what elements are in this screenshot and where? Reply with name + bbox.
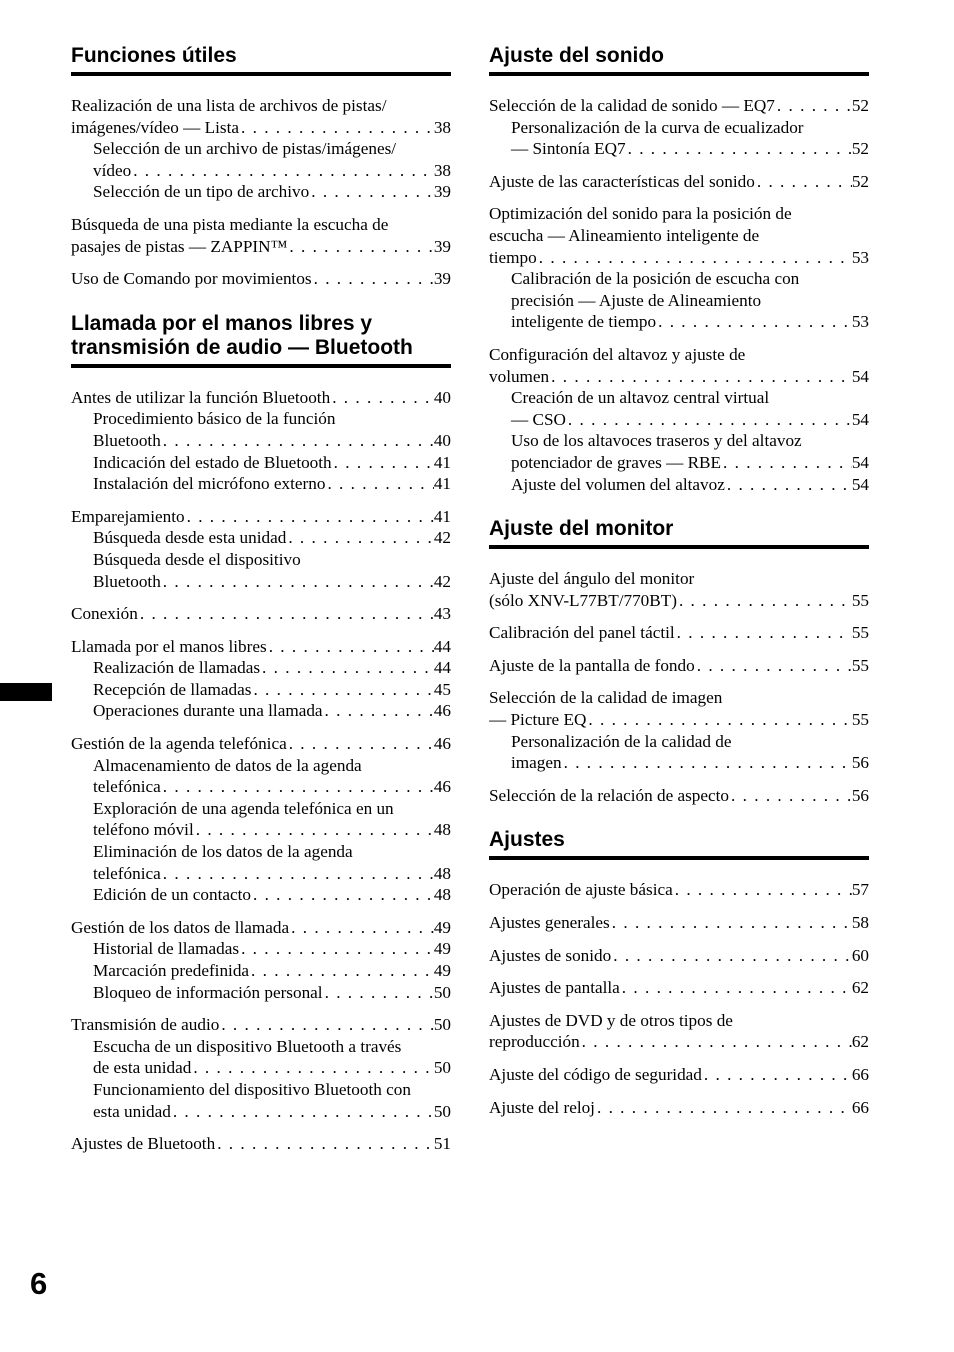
entry-page-number: 49 bbox=[433, 917, 451, 937]
toc-entry[interactable] bbox=[489, 879, 869, 901]
entry-title: Personalización de la calidad de bbox=[511, 731, 732, 751]
dot-leader bbox=[239, 117, 434, 139]
dot-leader bbox=[161, 430, 434, 452]
entry-page-number: 55 bbox=[851, 710, 869, 730]
toc-subentry[interactable] bbox=[489, 311, 869, 333]
toc-subentry bbox=[489, 290, 869, 312]
toc-entry bbox=[489, 344, 869, 366]
entry-page-number: 50 bbox=[433, 982, 451, 1002]
entry-title: Eliminación de los datos de la agenda bbox=[93, 842, 353, 862]
toc-entry-group bbox=[489, 1097, 869, 1119]
entry-page-number: 52 bbox=[851, 139, 869, 159]
entry-title: — Picture EQ bbox=[489, 710, 587, 730]
toc-section bbox=[489, 44, 869, 517]
entry-title: Marcación predefinida bbox=[93, 961, 250, 980]
entry-title: Ajuste del reloj bbox=[489, 1097, 595, 1117]
dot-leader bbox=[620, 977, 852, 999]
dot-leader bbox=[185, 506, 434, 528]
entry-title: imágenes/vídeo — Lista bbox=[71, 117, 240, 137]
toc-entry-group bbox=[489, 655, 869, 677]
toc-entry-group bbox=[71, 603, 451, 625]
toc-entry-group bbox=[489, 171, 869, 193]
dot-leader bbox=[330, 387, 434, 409]
dot-leader bbox=[695, 655, 852, 677]
dot-leader bbox=[677, 590, 852, 612]
entry-title: Gestión de los datos de llamada bbox=[71, 917, 290, 937]
entry-page-number: 58 bbox=[851, 913, 869, 933]
entry-title: Conexión bbox=[71, 604, 138, 624]
toc-subentry bbox=[71, 755, 451, 777]
toc-entry[interactable] bbox=[489, 247, 869, 269]
toc-entry[interactable] bbox=[489, 1064, 869, 1086]
entry-title: Emparejamiento bbox=[71, 506, 185, 526]
entry-page-number: 45 bbox=[433, 679, 451, 699]
toc-subentry bbox=[489, 117, 869, 139]
dot-leader bbox=[138, 603, 434, 625]
toc-entry bbox=[71, 214, 451, 236]
entry-title: Gestión de la agenda telefónica bbox=[71, 734, 287, 754]
entry-title: Búsqueda desde el dispositivo bbox=[93, 549, 301, 569]
entry-title: teléfono móvil bbox=[93, 820, 194, 840]
toc-entry[interactable] bbox=[489, 977, 869, 999]
dot-leader bbox=[775, 95, 852, 117]
section-title-line: transmisión de audio — Bluetooth bbox=[71, 335, 413, 359]
toc-subentry[interactable] bbox=[71, 884, 451, 906]
dot-leader bbox=[309, 181, 434, 203]
entry-title: Selección de un tipo de archivo bbox=[93, 182, 310, 202]
toc-entry[interactable] bbox=[489, 655, 869, 677]
entry-title: Ajuste del código de seguridad bbox=[489, 1065, 702, 1084]
entry-title: Ajuste de la pantalla de fondo bbox=[489, 655, 695, 675]
toc-entry bbox=[489, 687, 869, 709]
chapter-tab-marker bbox=[0, 683, 52, 701]
entry-page-number: 42 bbox=[433, 571, 451, 591]
toc-subentry[interactable] bbox=[71, 982, 451, 1004]
dot-leader bbox=[729, 785, 852, 807]
section-title bbox=[489, 828, 869, 860]
entry-title: Ajustes generales bbox=[489, 913, 610, 933]
entry-page-number: 48 bbox=[433, 885, 451, 905]
toc-entry[interactable] bbox=[489, 912, 869, 934]
entry-title: Ajustes de pantalla bbox=[489, 978, 620, 998]
section-title bbox=[71, 44, 451, 76]
entry-page-number: 42 bbox=[433, 528, 451, 548]
toc-subentry bbox=[489, 268, 869, 290]
entry-page-number: 41 bbox=[433, 506, 451, 526]
toc-entry-group bbox=[489, 1064, 869, 1086]
entry-title: Ajuste del ángulo del monitor bbox=[489, 569, 695, 589]
toc-subentry[interactable] bbox=[71, 571, 451, 593]
entry-page-number: 57 bbox=[851, 880, 869, 900]
toc-entry-group bbox=[489, 785, 869, 807]
entry-title: Bloqueo de información personal bbox=[93, 982, 323, 1002]
toc-entry bbox=[489, 568, 869, 590]
dot-leader bbox=[286, 527, 434, 549]
dot-leader bbox=[332, 452, 434, 474]
entry-title: Uso de Comando por movimientos bbox=[71, 269, 312, 289]
toc-subentry[interactable] bbox=[71, 657, 451, 679]
entry-title: Creación de un altavoz central virtual bbox=[511, 388, 770, 408]
entry-title: Realización de llamadas bbox=[93, 658, 261, 678]
dot-leader bbox=[260, 657, 434, 679]
dot-leader bbox=[566, 409, 852, 431]
toc-entry-group bbox=[71, 506, 451, 592]
toc-subentry[interactable] bbox=[71, 819, 451, 841]
toc-entry-group bbox=[71, 268, 451, 290]
dot-leader bbox=[725, 474, 852, 496]
toc-entry[interactable] bbox=[489, 366, 869, 388]
toc-entry[interactable] bbox=[489, 785, 869, 807]
entry-title: Uso de los altavoces traseros y del altavoz bbox=[511, 431, 802, 451]
entry-page-number: 54 bbox=[851, 452, 869, 472]
toc-entry-group bbox=[489, 95, 869, 160]
dot-leader bbox=[249, 960, 434, 982]
toc-entry bbox=[489, 1010, 869, 1032]
dot-leader bbox=[626, 138, 852, 160]
toc-entry[interactable] bbox=[71, 117, 451, 139]
toc-entry-group bbox=[71, 636, 451, 722]
toc-entry-group bbox=[71, 1133, 451, 1155]
toc-entry-group bbox=[489, 912, 869, 934]
toc-entry[interactable] bbox=[489, 1031, 869, 1053]
toc-entry-group bbox=[71, 214, 451, 257]
entry-page-number: 53 bbox=[851, 247, 869, 267]
entry-page-number: 53 bbox=[851, 312, 869, 332]
entry-page-number: 50 bbox=[433, 1015, 451, 1035]
toc-subentry[interactable] bbox=[71, 1101, 451, 1123]
toc-entry[interactable] bbox=[71, 917, 451, 939]
entry-title: precisión — Ajuste de Alineamiento bbox=[511, 290, 762, 310]
entry-title: Llamada por el manos libres bbox=[71, 636, 267, 656]
entry-title: Recepción de llamadas bbox=[93, 679, 252, 699]
toc-entry bbox=[489, 203, 869, 225]
dot-leader bbox=[586, 709, 851, 731]
toc-subentry bbox=[71, 798, 451, 820]
section-title-line: Ajuste del monitor bbox=[489, 517, 674, 541]
entry-page-number: 39 bbox=[433, 182, 451, 202]
entry-page-number: 60 bbox=[851, 945, 869, 965]
entry-page-number: 54 bbox=[851, 366, 869, 386]
dot-leader bbox=[289, 917, 434, 939]
toc-entry[interactable] bbox=[71, 506, 451, 528]
toc-subentry[interactable] bbox=[489, 752, 869, 774]
entry-page-number: 49 bbox=[433, 961, 451, 980]
toc-subentry bbox=[489, 387, 869, 409]
entry-title: pasajes de pistas — ZAPPIN™ bbox=[71, 236, 288, 256]
toc-entry[interactable] bbox=[71, 268, 451, 290]
dot-leader bbox=[161, 776, 434, 798]
entry-title: Búsqueda de una pista mediante la escucha de bbox=[71, 214, 389, 234]
toc-entry-group bbox=[489, 687, 869, 773]
dot-leader bbox=[611, 945, 852, 967]
dot-leader bbox=[721, 452, 852, 474]
toc-entry-group bbox=[489, 1010, 869, 1053]
section-title bbox=[489, 517, 869, 549]
entry-title: Ajustes de Bluetooth bbox=[71, 1134, 216, 1154]
entry-page-number: 38 bbox=[433, 160, 451, 180]
entry-page-number: 55 bbox=[851, 623, 869, 643]
toc-subentry[interactable] bbox=[71, 181, 451, 203]
toc-entry-group bbox=[489, 945, 869, 967]
entry-title: Instalación del micrófono externo bbox=[93, 474, 326, 494]
dot-leader bbox=[610, 912, 852, 934]
entry-title: Configuración del altavoz y ajuste de bbox=[489, 344, 746, 364]
entry-title: Selección de la relación de aspecto bbox=[489, 785, 730, 805]
section-title-line: Llamada por el manos libres y bbox=[71, 311, 373, 335]
dot-leader bbox=[595, 1097, 852, 1119]
entry-page-number: 39 bbox=[433, 269, 451, 289]
dot-leader bbox=[131, 160, 434, 182]
entry-page-number: 50 bbox=[433, 1058, 451, 1078]
toc-section bbox=[71, 312, 451, 1177]
dot-leader bbox=[537, 247, 852, 269]
entry-page-number: 49 bbox=[433, 939, 451, 959]
entry-title: Exploración de una agenda telefónica en un bbox=[93, 798, 394, 818]
entry-title: Realización de una lista de archivos de pistas/ bbox=[71, 96, 387, 115]
dot-leader bbox=[323, 982, 434, 1004]
dot-leader bbox=[267, 636, 434, 658]
toc-entry bbox=[71, 95, 451, 117]
dot-leader bbox=[580, 1031, 852, 1053]
dot-leader bbox=[251, 679, 433, 701]
entry-title: Almacenamiento de datos de la agenda bbox=[93, 755, 362, 775]
entry-title: — CSO bbox=[511, 409, 566, 429]
dot-leader bbox=[194, 819, 434, 841]
entry-title: inteligente de tiempo bbox=[511, 312, 657, 332]
toc-subentry[interactable] bbox=[71, 430, 451, 452]
toc-entry[interactable] bbox=[489, 1097, 869, 1119]
dot-leader bbox=[656, 311, 852, 333]
entry-page-number: 38 bbox=[433, 117, 451, 137]
entry-page-number: 48 bbox=[433, 820, 451, 840]
toc-subentry[interactable] bbox=[71, 700, 451, 722]
entry-page-number: 46 bbox=[433, 777, 451, 797]
entry-title: reproducción bbox=[489, 1032, 580, 1052]
toc-left-column bbox=[71, 44, 451, 1177]
entry-page-number: 40 bbox=[433, 430, 451, 450]
dot-leader bbox=[161, 571, 434, 593]
dot-leader bbox=[171, 1101, 434, 1123]
toc-subentry bbox=[489, 430, 869, 452]
entry-title: Ajustes de sonido bbox=[489, 945, 612, 965]
entry-title: Operaciones durante una llamada bbox=[93, 701, 323, 721]
entry-title: telefónica bbox=[93, 863, 161, 883]
entry-title: imagen bbox=[511, 753, 562, 773]
dot-leader bbox=[219, 1014, 433, 1036]
dot-leader bbox=[755, 171, 852, 193]
toc-entry bbox=[489, 225, 869, 247]
entry-title: Calibración de la posición de escucha con bbox=[511, 269, 800, 289]
toc-subentry[interactable] bbox=[489, 452, 869, 474]
dot-leader bbox=[287, 236, 433, 258]
toc-entry[interactable] bbox=[489, 590, 869, 612]
toc-entry[interactable] bbox=[71, 236, 451, 258]
entry-title: telefónica bbox=[93, 777, 161, 797]
dot-leader bbox=[673, 879, 852, 901]
entry-title: Escucha de un dispositivo Bluetooth a través bbox=[93, 1036, 402, 1056]
toc-entry-group bbox=[71, 95, 451, 203]
entry-page-number: 50 bbox=[433, 1101, 451, 1121]
entry-page-number: 66 bbox=[851, 1097, 869, 1117]
dot-leader bbox=[675, 622, 852, 644]
entry-title: Optimización del sonido para la posición de bbox=[489, 204, 792, 224]
entry-title: tiempo bbox=[489, 247, 537, 267]
entry-page-number: 44 bbox=[433, 636, 451, 656]
toc-subentry[interactable] bbox=[71, 473, 451, 495]
toc-section bbox=[489, 828, 869, 1140]
toc-entry[interactable] bbox=[489, 622, 869, 644]
entry-title: Bluetooth bbox=[93, 430, 161, 450]
dot-leader bbox=[287, 733, 434, 755]
toc-entry-group bbox=[489, 344, 869, 495]
section-title bbox=[489, 44, 869, 76]
toc-section bbox=[71, 44, 451, 312]
entry-page-number: 66 bbox=[851, 1065, 869, 1084]
entry-page-number: 52 bbox=[851, 96, 869, 115]
dot-leader bbox=[312, 268, 434, 290]
section-title bbox=[71, 312, 451, 368]
toc-entry[interactable] bbox=[489, 171, 869, 193]
toc-subentry bbox=[71, 1036, 451, 1058]
toc-subentry bbox=[71, 408, 451, 430]
entry-title: escucha — Alineamiento inteligente de bbox=[489, 225, 760, 245]
toc-subentry[interactable] bbox=[71, 527, 451, 549]
entry-page-number: 56 bbox=[851, 753, 869, 773]
toc-entry[interactable] bbox=[489, 945, 869, 967]
toc-subentry bbox=[489, 731, 869, 753]
entry-title: Ajuste del volumen del altavoz bbox=[511, 474, 725, 494]
toc-entry-group bbox=[489, 879, 869, 901]
entry-page-number: 41 bbox=[433, 474, 451, 494]
entry-title: Calibración del panel táctil bbox=[489, 623, 675, 643]
entry-title: Procedimiento básico de la función bbox=[93, 409, 336, 429]
section-title-line: Ajuste del sonido bbox=[489, 44, 665, 67]
toc-entry-group bbox=[489, 568, 869, 611]
toc-entry[interactable] bbox=[71, 1014, 451, 1036]
entry-page-number: 44 bbox=[433, 658, 451, 678]
dot-leader bbox=[215, 1133, 434, 1155]
dot-leader bbox=[239, 938, 434, 960]
entry-title: Personalización de la curva de ecualizador bbox=[511, 117, 804, 137]
entry-page-number: 40 bbox=[433, 387, 451, 407]
toc-entry-group bbox=[489, 622, 869, 644]
toc-subentry bbox=[71, 1079, 451, 1101]
toc-entry[interactable] bbox=[71, 1133, 451, 1155]
dot-leader bbox=[549, 366, 852, 388]
entry-title: Búsqueda desde esta unidad bbox=[93, 528, 287, 548]
dot-leader bbox=[161, 863, 434, 885]
dot-leader bbox=[562, 752, 852, 774]
toc-entry-group bbox=[71, 733, 451, 906]
entry-page-number: 52 bbox=[851, 171, 869, 191]
toc-subentry[interactable] bbox=[71, 776, 451, 798]
toc-right-column bbox=[489, 44, 869, 1140]
toc-entry[interactable] bbox=[71, 603, 451, 625]
toc-subentry bbox=[71, 549, 451, 571]
entry-title: esta unidad bbox=[93, 1101, 171, 1121]
toc-subentry[interactable] bbox=[71, 863, 451, 885]
toc-entry-group bbox=[71, 1014, 451, 1122]
toc-subentry[interactable] bbox=[489, 409, 869, 431]
entry-title: Historial de llamadas bbox=[93, 939, 240, 959]
entry-title: de esta unidad bbox=[93, 1058, 192, 1078]
entry-page-number: 48 bbox=[433, 863, 451, 883]
toc-subentry bbox=[71, 138, 451, 160]
entry-page-number: 41 bbox=[433, 452, 451, 472]
toc-subentry[interactable] bbox=[71, 960, 451, 982]
toc-entry-group bbox=[489, 203, 869, 333]
entry-page-number: 54 bbox=[851, 409, 869, 429]
entry-title: Indicación del estado de Bluetooth bbox=[93, 452, 332, 472]
section-title-line: Ajustes bbox=[489, 828, 565, 852]
toc-entry[interactable] bbox=[71, 387, 451, 409]
toc-subentry[interactable] bbox=[489, 138, 869, 160]
entry-title: Selección de la calidad de imagen bbox=[489, 688, 723, 708]
entry-page-number: 54 bbox=[851, 474, 869, 494]
entry-title: Ajuste de las características del sonido bbox=[489, 171, 755, 191]
entry-title: Bluetooth bbox=[93, 571, 161, 591]
entry-title: Transmisión de audio bbox=[71, 1015, 220, 1035]
toc-subentry[interactable] bbox=[489, 474, 869, 496]
entry-page-number: 46 bbox=[433, 701, 451, 721]
toc-entry[interactable] bbox=[71, 636, 451, 658]
toc-subentry[interactable] bbox=[71, 452, 451, 474]
entry-page-number: 43 bbox=[433, 604, 451, 624]
entry-page-number: 46 bbox=[433, 734, 451, 754]
dot-leader bbox=[702, 1064, 852, 1086]
entry-title: Operación de ajuste básica bbox=[489, 880, 673, 900]
toc-subentry[interactable] bbox=[71, 679, 451, 701]
entry-page-number: 39 bbox=[433, 236, 451, 256]
entry-title: Ajustes de DVD y de otros tipos de bbox=[489, 1010, 733, 1030]
toc-entry-group bbox=[489, 977, 869, 999]
toc-entry[interactable] bbox=[489, 709, 869, 731]
toc-entry[interactable] bbox=[71, 733, 451, 755]
entry-title: (sólo XNV-L77BT/770BT) bbox=[489, 590, 677, 610]
dot-leader bbox=[191, 1057, 433, 1079]
dot-leader bbox=[251, 884, 434, 906]
toc-entry-group bbox=[71, 387, 451, 495]
entry-title: potenciador de graves — RBE bbox=[511, 452, 722, 472]
toc-subentry bbox=[71, 841, 451, 863]
entry-title: vídeo bbox=[93, 160, 132, 180]
entry-page-number: 62 bbox=[851, 1032, 869, 1052]
entry-title: — Sintonía EQ7 bbox=[511, 139, 626, 159]
entry-title: Funcionamiento del dispositivo Bluetooth con bbox=[93, 1079, 411, 1099]
dot-leader bbox=[323, 700, 434, 722]
entry-title: Selección de la calidad de sonido — EQ7 bbox=[489, 96, 775, 115]
toc-subentry[interactable] bbox=[71, 1057, 451, 1079]
entry-title: Edición de un contacto bbox=[93, 885, 251, 905]
toc-subentry[interactable] bbox=[71, 938, 451, 960]
toc-subentry[interactable] bbox=[71, 160, 451, 182]
entry-page-number: 62 bbox=[851, 978, 869, 998]
entry-page-number: 51 bbox=[433, 1134, 451, 1154]
section-title-line: Funciones útiles bbox=[71, 44, 237, 67]
entry-page-number: 55 bbox=[851, 590, 869, 610]
entry-page-number: 55 bbox=[851, 655, 869, 675]
entry-page-number: 56 bbox=[851, 785, 869, 805]
toc-section bbox=[489, 517, 869, 828]
toc-entry-group bbox=[71, 917, 451, 1003]
page-number: 6 bbox=[30, 1266, 48, 1301]
dot-leader bbox=[325, 473, 433, 495]
toc-entry[interactable] bbox=[489, 95, 869, 117]
entry-title: Antes de utilizar la función Bluetooth bbox=[71, 387, 331, 407]
entry-title: volumen bbox=[489, 366, 550, 386]
entry-title: Selección de un archivo de pistas/imágenes/ bbox=[93, 139, 397, 159]
